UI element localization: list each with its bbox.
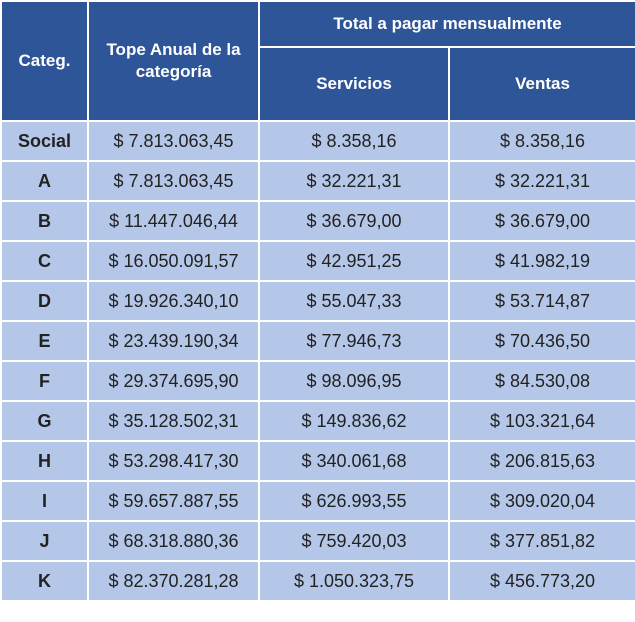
services-cell: $ 98.096,95 (259, 361, 449, 401)
category-cell: J (1, 521, 88, 561)
services-cell: $ 32.221,31 (259, 161, 449, 201)
table-row (1, 121, 635, 161)
table-row (1, 401, 635, 441)
annual-cap-cell: $ 23.439.190,34 (88, 321, 259, 361)
annual-cap-cell: $ 7.813.063,45 (88, 121, 259, 161)
services-cell: $ 36.679,00 (259, 201, 449, 241)
table-row (1, 561, 635, 601)
header-sales: Ventas (449, 47, 635, 121)
table-row (1, 241, 635, 281)
table-row (1, 201, 635, 241)
category-cell: E (1, 321, 88, 361)
sales-cell: $ 70.436,50 (449, 321, 635, 361)
services-cell: $ 759.420,03 (259, 521, 449, 561)
header-monthly-total: Total a pagar mensualmente (259, 1, 635, 47)
table-row (1, 481, 635, 521)
header-services: Servicios (259, 47, 449, 121)
services-cell: $ 340.061,68 (259, 441, 449, 481)
sales-cell: $ 206.815,63 (449, 441, 635, 481)
annual-cap-cell: $ 19.926.340,10 (88, 281, 259, 321)
sales-cell: $ 377.851,82 (449, 521, 635, 561)
table-row (1, 521, 635, 561)
sales-cell: $ 53.714,87 (449, 281, 635, 321)
table-row (1, 441, 635, 481)
sales-cell: $ 456.773,20 (449, 561, 635, 601)
sales-cell: $ 309.020,04 (449, 481, 635, 521)
category-cell: G (1, 401, 88, 441)
annual-cap-cell: $ 59.657.887,55 (88, 481, 259, 521)
services-cell: $ 77.946,73 (259, 321, 449, 361)
header-annual-cap: Tope Anual de la categoría (88, 1, 259, 121)
annual-cap-cell: $ 29.374.695,90 (88, 361, 259, 401)
table-row (1, 361, 635, 401)
header-category: Categ. (1, 1, 88, 121)
sales-cell: $ 103.321,64 (449, 401, 635, 441)
sales-cell: $ 41.982,19 (449, 241, 635, 281)
table-body (1, 121, 635, 601)
annual-cap-cell: $ 68.318.880,36 (88, 521, 259, 561)
table-row (1, 321, 635, 361)
annual-cap-cell: $ 35.128.502,31 (88, 401, 259, 441)
annual-cap-cell: $ 16.050.091,57 (88, 241, 259, 281)
category-cell: Social (1, 121, 88, 161)
sales-cell: $ 8.358,16 (449, 121, 635, 161)
sales-cell: $ 32.221,31 (449, 161, 635, 201)
header-row-top (1, 1, 635, 47)
annual-cap-cell: $ 7.813.063,45 (88, 161, 259, 201)
annual-cap-cell: $ 53.298.417,30 (88, 441, 259, 481)
sales-cell: $ 84.530,08 (449, 361, 635, 401)
annual-cap-cell: $ 82.370.281,28 (88, 561, 259, 601)
sales-cell: $ 36.679,00 (449, 201, 635, 241)
annual-cap-cell: $ 11.447.046,44 (88, 201, 259, 241)
table-header (1, 1, 635, 121)
category-cell: H (1, 441, 88, 481)
services-cell: $ 42.951,25 (259, 241, 449, 281)
services-cell: $ 626.993,55 (259, 481, 449, 521)
category-cell: D (1, 281, 88, 321)
services-cell: $ 8.358,16 (259, 121, 449, 161)
category-cell: B (1, 201, 88, 241)
category-cell: C (1, 241, 88, 281)
table-row (1, 161, 635, 201)
category-cell: I (1, 481, 88, 521)
category-cell: K (1, 561, 88, 601)
category-cell: F (1, 361, 88, 401)
services-cell: $ 149.836,62 (259, 401, 449, 441)
category-cell: A (1, 161, 88, 201)
services-cell: $ 1.050.323,75 (259, 561, 449, 601)
table-row (1, 281, 635, 321)
services-cell: $ 55.047,33 (259, 281, 449, 321)
